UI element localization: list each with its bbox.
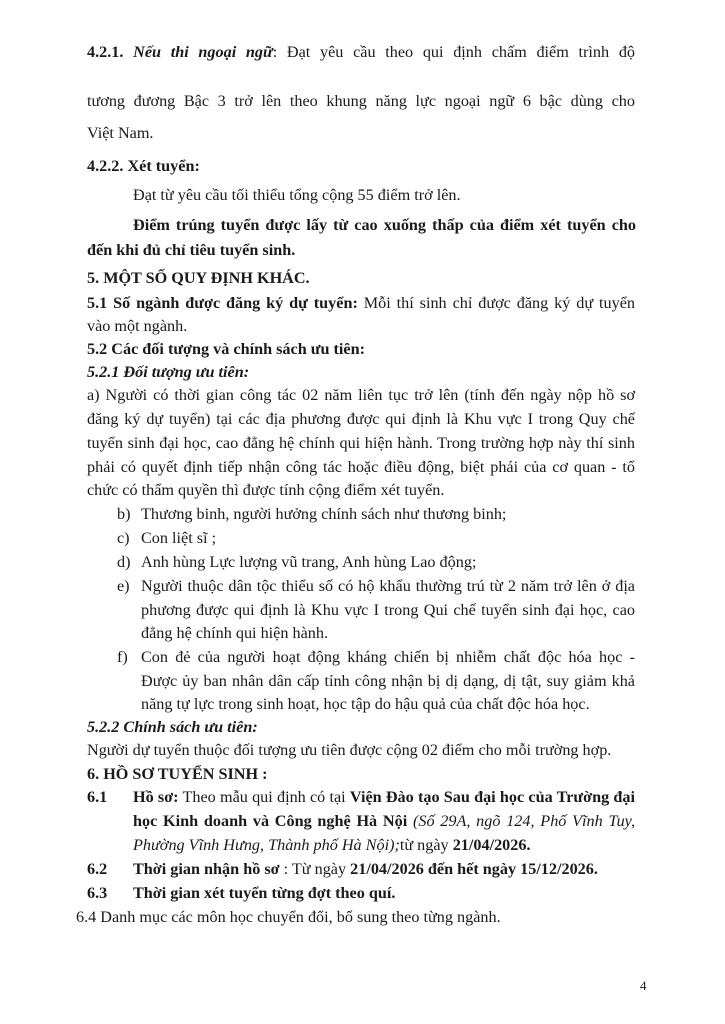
section-6-1-line-3 bbox=[133, 835, 531, 855]
bold-text: Hồ sơ: bbox=[133, 788, 179, 806]
section-5-2-1-heading: 5.2.1 Đối tượng ưu tiên: bbox=[87, 363, 250, 381]
section-5-1-line-2: vào một ngành. bbox=[87, 317, 188, 335]
item-d-label: d) bbox=[117, 553, 131, 571]
italic-text: Phường Vĩnh Hưng, Thành phố Hà Nội); bbox=[133, 836, 400, 854]
page-number: 4 bbox=[640, 978, 647, 993]
item-d-text: Anh hùng Lực lượng vũ trang, Anh hùng Lao động; bbox=[141, 553, 477, 571]
bold-text: Viện Đào tạo Sau đại học của Trường đại bbox=[349, 788, 635, 806]
item-a-line-3: tuyển sinh đại học, cao đẳng hệ chính qui hiện hành. Trong trường hợp này thí sinh bbox=[87, 434, 635, 452]
section-6-1-line-2 bbox=[133, 811, 635, 831]
item-a-line-2: đăng ký dự tuyển) tại các địa phương được qui định là Khu vực I trong Quy chế bbox=[87, 410, 635, 428]
item-f-line-2: Được ủy ban nhân dân cấp tỉnh công nhận bị dị dạng, dị tật, suy giảm khả bbox=[141, 672, 635, 690]
section-6-1-number: 6.1 bbox=[87, 788, 108, 806]
paragraph-text: Mỗi thí sinh chỉ được đăng ký dự tuyển bbox=[357, 294, 635, 312]
item-e-line-3: đẳng hệ chính qui hiện hành. bbox=[141, 624, 329, 642]
paragraph-text: : Từ ngày bbox=[279, 860, 351, 878]
section-6-heading: 6. HỒ SƠ TUYỂN SINH : bbox=[87, 765, 268, 783]
section-5-1-heading: 5.1 Số ngành được đăng ký dự tuyển: bbox=[87, 294, 358, 312]
item-e-line-1: Người thuộc dân tộc thiểu số có hộ khẩu thường trú từ 2 năm trở lên ở địa bbox=[141, 577, 635, 595]
section-6-3-line: Thời gian xét tuyển từng đợt theo quí. bbox=[133, 884, 396, 902]
item-f-line-1: Con đẻ của người hoạt động kháng chiến bị nhiễm chất độc hóa học - bbox=[141, 648, 635, 666]
item-b-label: b) bbox=[117, 505, 131, 523]
section-5-heading: 5. MỘT SỐ QUY ĐỊNH KHÁC. bbox=[87, 269, 310, 287]
item-a-line-4: phải có quyết định tiếp nhận công tác hoặc điều động, biệt phái của cơ quan - tổ bbox=[87, 458, 635, 476]
item-c-text: Con liệt sĩ ; bbox=[141, 529, 217, 547]
item-f-label: f) bbox=[117, 648, 128, 666]
section-4-2-2-line-3: đến khi đủ chỉ tiêu tuyển sinh. bbox=[87, 241, 296, 259]
section-5-2-2-line-1: Người dự tuyển thuộc đối tượng ưu tiên được cộng 02 điểm cho mỗi trường hợp. bbox=[87, 741, 612, 759]
section-5-1-line-1 bbox=[87, 293, 635, 313]
item-f-line-3: năng tự lực trong sinh hoạt, học tập do hậu quả của chất độc hóa học. bbox=[141, 695, 590, 713]
bold-text: 21/04/2026. bbox=[452, 836, 531, 854]
section-4-2-2-heading: 4.2.2. Xét tuyển: bbox=[87, 157, 200, 175]
section-6-2-number: 6.2 bbox=[87, 860, 108, 878]
item-a-line-5: chức có thẩm quyền thì được tính cộng điểm xét tuyển. bbox=[87, 481, 445, 499]
section-4-2-1-line-3: Việt Nam. bbox=[87, 124, 154, 142]
paragraph-text: : Đạt yêu cầu theo qui định chấm điểm trình độ bbox=[272, 43, 636, 61]
item-c-label: c) bbox=[117, 529, 130, 547]
section-4-2-2-line-2: Điểm trúng tuyển được lấy từ cao xuống thấp của điểm xét tuyển cho bbox=[133, 216, 636, 234]
italic-text: (Số 29A, ngõ 124, Phố Vĩnh Tuy, bbox=[407, 812, 636, 830]
section-4-2-1-line-2: tương đương Bậc 3 trở lên theo khung năng lực ngoại ngữ 6 bậc dùng cho bbox=[87, 92, 635, 110]
item-a-line-1: a) Người có thời gian công tác 02 năm liên tục trở lên (tính đến ngày nộp hồ sơ bbox=[87, 386, 635, 404]
section-5-2-2-heading: 5.2.2 Chính sách ưu tiên: bbox=[87, 718, 258, 736]
section-5-2-heading: 5.2 Các đối tượng và chính sách ưu tiên: bbox=[87, 340, 365, 358]
section-6-2-line bbox=[133, 859, 598, 879]
section-heading: Nếu thi ngoại ngữ bbox=[133, 43, 273, 61]
paragraph-text: từ ngày bbox=[399, 836, 453, 854]
section-6-4-line: 6.4 Danh mục các môn học chuyển đổi, bổ sung theo từng ngành. bbox=[76, 908, 501, 926]
bold-text: 21/04/2026 đến hết ngày 15/12/2026. bbox=[350, 860, 598, 878]
bold-text: Thời gian nhận hồ sơ bbox=[133, 860, 280, 878]
section-6-1-line-1 bbox=[133, 787, 635, 807]
item-e-line-2: phương được qui định là Khu vực I trong Qui chế tuyển sinh đại học, cao bbox=[141, 601, 635, 619]
section-4-2-1-line-1 bbox=[87, 42, 635, 62]
section-number: 4.2.1. bbox=[87, 43, 124, 61]
paragraph-text: Theo mẫu qui định có tại bbox=[178, 788, 350, 806]
item-e-label: e) bbox=[117, 577, 130, 595]
section-4-2-2-line-1: Đạt từ yêu cầu tối thiểu tổng cộng 55 điểm trở lên. bbox=[133, 186, 461, 204]
item-b-text: Thương binh, người hưởng chính sách như thương binh; bbox=[141, 505, 507, 523]
section-6-3-number: 6.3 bbox=[87, 884, 108, 902]
bold-text: học Kinh doanh và Công nghệ Hà Nội bbox=[133, 812, 408, 830]
